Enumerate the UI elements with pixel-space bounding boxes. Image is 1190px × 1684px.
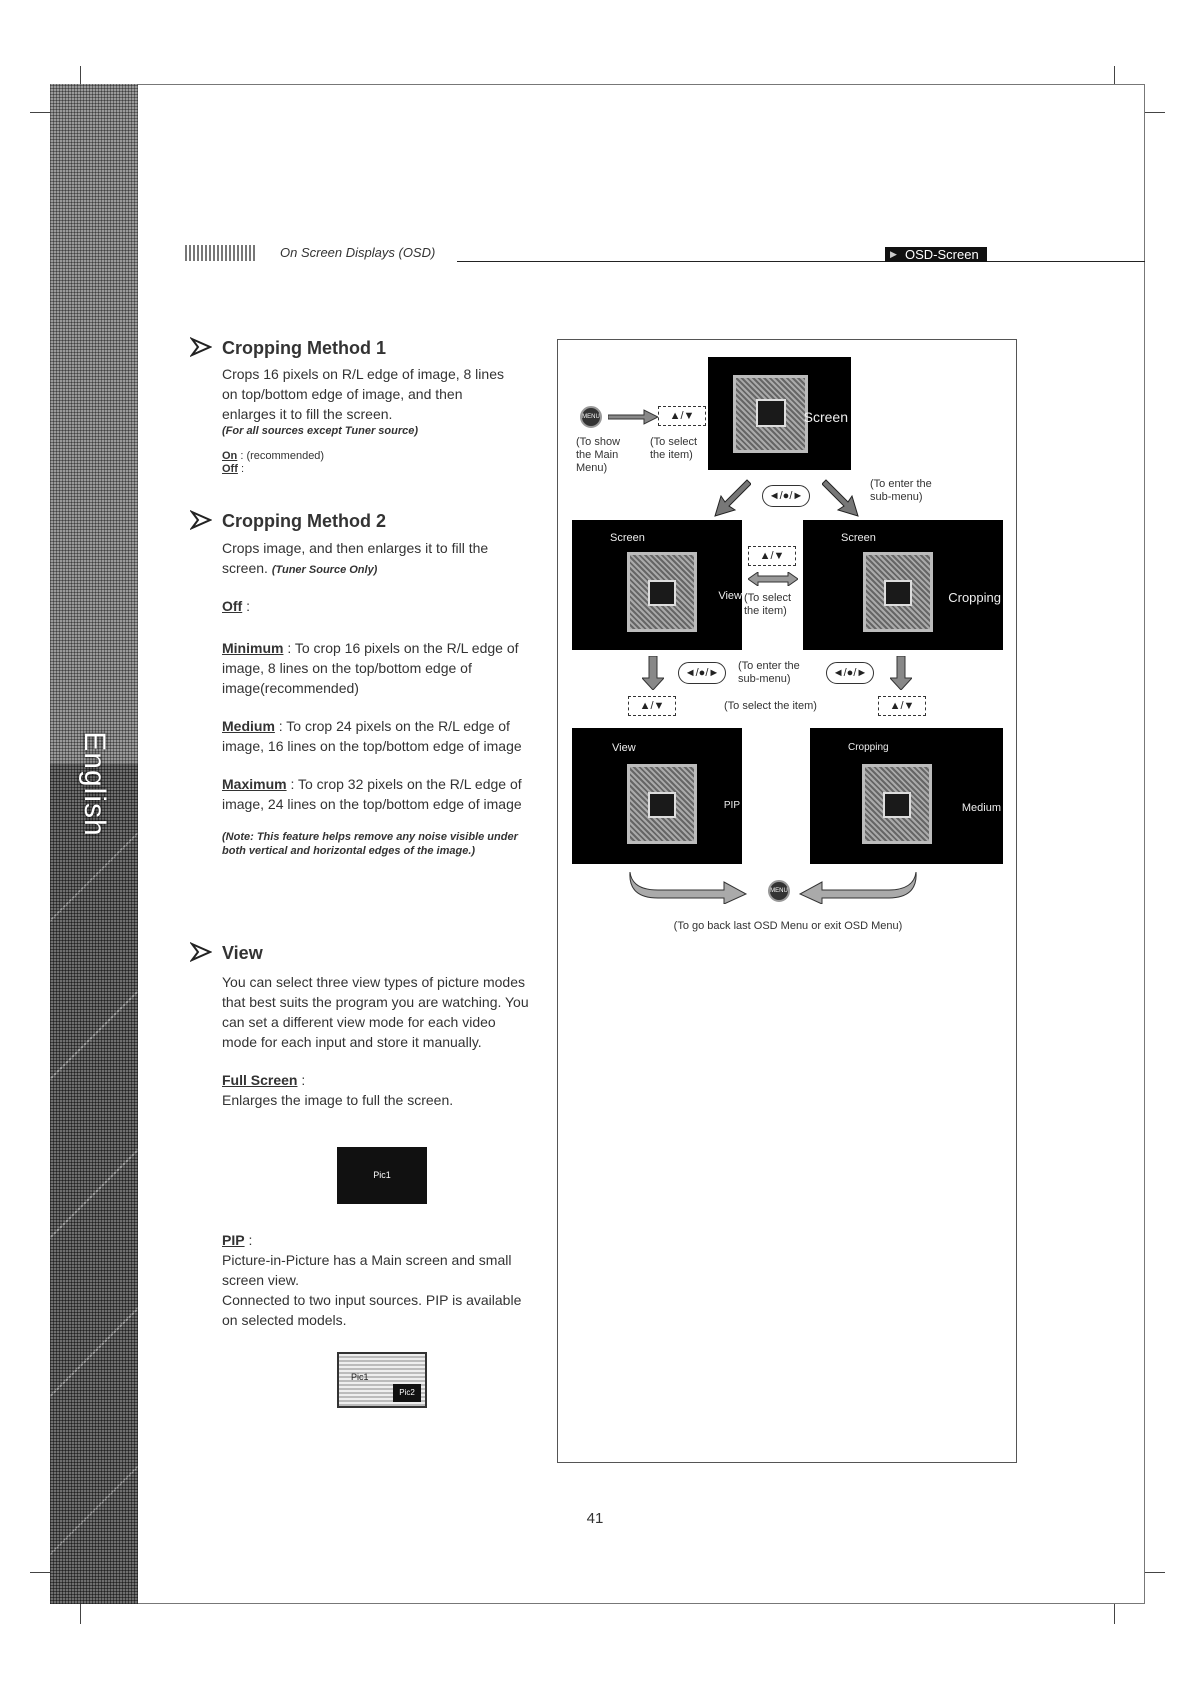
section-badge: ▶ OSD-Screen bbox=[885, 247, 987, 262]
osd-screen-title: Screen bbox=[841, 532, 876, 544]
option-medium-text: : To crop 24 pixels on the R/L edge of image, 16 lines on the top/bottom edge of image bbox=[222, 718, 522, 754]
osd-cube-face bbox=[648, 792, 676, 818]
option-off-text: : bbox=[242, 598, 250, 614]
pip-body bbox=[222, 1230, 532, 1330]
option-pip: PIP bbox=[222, 1232, 245, 1248]
caption-line: the item) bbox=[744, 605, 787, 617]
crop1-note: (For all sources except Tuner source) bbox=[222, 425, 419, 437]
page-header bbox=[185, 245, 1145, 269]
option-medium: Medium bbox=[222, 718, 275, 734]
option-on-text: : (recommended) bbox=[237, 450, 325, 462]
caption-line: Menu) bbox=[576, 462, 608, 474]
arrow-down-icon bbox=[642, 656, 664, 690]
osd-screen-title: View bbox=[612, 742, 636, 754]
osd-option-label: Cropping bbox=[948, 590, 1001, 605]
enter-key-icon bbox=[826, 662, 874, 684]
osd-option-label: PIP bbox=[723, 800, 740, 811]
osd-option-label: Medium bbox=[961, 802, 1001, 814]
pip-pic2-label: Pic2 bbox=[399, 1388, 415, 1397]
caption-enter-submenu bbox=[738, 660, 800, 686]
page-number: 41 bbox=[586, 1510, 604, 1527]
up-down-key-label: ▲/▼ bbox=[669, 410, 695, 422]
page-frame-bottom bbox=[50, 1603, 1145, 1604]
up-down-key-icon bbox=[658, 406, 706, 426]
crop-mark bbox=[1114, 1604, 1115, 1624]
caption-line: the Main bbox=[576, 449, 619, 461]
pip-description-2: Connected to two input sources. PIP is available on selected models. bbox=[222, 1292, 522, 1328]
up-down-key-icon bbox=[628, 696, 676, 716]
caption-select-item bbox=[650, 436, 697, 462]
osd-screen-cropping-medium bbox=[810, 728, 1003, 864]
section-title: View bbox=[222, 943, 263, 963]
caption-line: sub-menu) bbox=[870, 491, 923, 503]
caption-line: (To enter the bbox=[870, 478, 932, 490]
osd-cube-face bbox=[884, 580, 912, 606]
enter-key-label: ◄/●/► bbox=[684, 667, 720, 679]
full-screen-description: Enlarges the image to full the screen. bbox=[222, 1092, 454, 1108]
option-off: Off bbox=[222, 463, 238, 475]
osd-screen-title: Cropping bbox=[848, 742, 889, 753]
language-sidebar bbox=[50, 84, 138, 1604]
cropping-method-1-body bbox=[222, 364, 512, 476]
crop-mark bbox=[1114, 66, 1115, 84]
arrow-down-icon bbox=[890, 656, 912, 690]
view-description: You can select three view types of picture modes that best suits the program you are watching. You can set a different view mode for each video mode for each input and store it manually. bbox=[222, 974, 529, 1050]
caption-select-item bbox=[744, 592, 791, 618]
section-title: Cropping Method 2 bbox=[222, 511, 386, 531]
menu-button-icon bbox=[580, 406, 602, 428]
up-down-key-icon bbox=[748, 546, 796, 566]
bullet-arrow-icon bbox=[190, 510, 212, 530]
pic1-label: Pic1 bbox=[373, 1170, 391, 1180]
enter-key-icon bbox=[678, 662, 726, 684]
caption-enter-submenu bbox=[870, 478, 932, 504]
sidebar-pattern bbox=[50, 764, 138, 1604]
up-down-key-label: ▲/▼ bbox=[639, 700, 665, 712]
pip-inset bbox=[393, 1384, 421, 1402]
arrow-right-icon bbox=[608, 408, 658, 426]
menu-button-label: MENU bbox=[770, 888, 788, 894]
arrow-diagonal-down-right-icon bbox=[822, 478, 860, 518]
up-down-key-label: ▲/▼ bbox=[889, 700, 915, 712]
caption-line: (To select bbox=[650, 436, 698, 448]
option-pip-text: : bbox=[244, 1232, 253, 1248]
menu-button-label: MENU bbox=[582, 414, 600, 420]
menu-button-icon bbox=[768, 880, 790, 902]
osd-navigation-diagram bbox=[557, 339, 1017, 1463]
option-on: On bbox=[222, 450, 238, 462]
up-down-key-label: ▲/▼ bbox=[759, 550, 785, 562]
option-minimum-text: : To crop 16 pixels on the R/L edge of image, 8 lines on the top/bottom edge of image(recommended) bbox=[222, 640, 519, 696]
crop2-description: Crops image, and then enlarges it to fill the screen. bbox=[222, 540, 489, 576]
bullet-arrow-icon bbox=[190, 337, 212, 357]
caption-line: (To select bbox=[744, 592, 792, 604]
caption-select-the-item: (To select the item) bbox=[724, 700, 817, 712]
cropping-method-2-heading bbox=[190, 508, 530, 534]
osd-cube-face bbox=[648, 580, 676, 606]
caption-line: sub-menu) bbox=[738, 673, 791, 685]
curved-arrow-right-icon bbox=[628, 870, 748, 904]
crop-mark bbox=[1145, 112, 1165, 113]
option-maximum: Maximum bbox=[222, 776, 287, 792]
option-off-text: : bbox=[237, 463, 245, 475]
caption-show-main-menu bbox=[576, 436, 620, 475]
option-maximum-text: : To crop 32 pixels on the R/L edge of image, 24 lines on the top/bottom edge of image bbox=[222, 776, 522, 812]
crop-mark bbox=[1145, 1572, 1165, 1573]
cropping-method-1-heading bbox=[190, 335, 530, 361]
osd-option-label: View bbox=[718, 590, 742, 602]
osd-menu-label: Screen bbox=[803, 409, 848, 425]
view-heading bbox=[190, 940, 530, 966]
osd-cube-face bbox=[756, 399, 786, 427]
sidebar-language-label: English bbox=[78, 731, 111, 837]
osd-screen-title: Screen bbox=[610, 532, 645, 544]
crop-mark bbox=[80, 1604, 81, 1624]
pip-pic1-label: Pic1 bbox=[351, 1372, 369, 1382]
crop-mark bbox=[30, 1572, 50, 1573]
section-title: Cropping Method 1 bbox=[222, 338, 386, 358]
osd-screen-submenu-view bbox=[572, 520, 742, 650]
osd-screen-submenu-cropping bbox=[803, 520, 1003, 650]
enter-key-label: ◄/●/► bbox=[832, 667, 868, 679]
option-full-screen-text: : bbox=[297, 1072, 306, 1088]
cropping-method-2-body bbox=[222, 538, 522, 858]
pip-description-1: Picture-in-Picture has a Main screen and small screen view. bbox=[222, 1252, 512, 1288]
option-minimum: Minimum bbox=[222, 640, 284, 656]
crop1-description: Crops 16 pixels on R/L edge of image, 8 lines on top/bottom edge of image, and then enlarges it to fill the screen. bbox=[222, 366, 504, 422]
osd-cube-face bbox=[883, 792, 911, 818]
bullet-arrow-icon bbox=[190, 942, 212, 962]
arrow-left-right-icon bbox=[748, 572, 798, 586]
option-full-screen: Full Screen bbox=[222, 1072, 298, 1088]
caption-line: (To show bbox=[576, 436, 621, 448]
page-frame-right bbox=[1144, 84, 1145, 1604]
curved-arrow-left-icon bbox=[798, 870, 918, 904]
full-screen-illustration bbox=[337, 1147, 427, 1204]
crop-mark bbox=[30, 112, 50, 113]
caption-go-back: (To go back last OSD Menu or exit OSD Menu) bbox=[673, 920, 903, 932]
crop2-footnote: (Note: This feature helps remove any noise visible under both vertical and horizontal edges of the image.) bbox=[222, 831, 518, 857]
crop2-note: (Tuner Source Only) bbox=[271, 564, 378, 576]
osd-main-screen bbox=[708, 357, 851, 470]
osd-screen-view-pip bbox=[572, 728, 742, 864]
arrow-diagonal-down-left-icon bbox=[713, 478, 751, 518]
enter-key-label: ◄/●/► bbox=[768, 490, 804, 502]
caption-line: the item) bbox=[650, 449, 693, 461]
option-off: Off bbox=[222, 598, 243, 614]
enter-key-icon bbox=[762, 485, 810, 507]
page-frame-top bbox=[50, 84, 1145, 85]
up-down-key-icon bbox=[878, 696, 926, 716]
header-rule bbox=[457, 261, 1145, 262]
caption-line: (To enter the bbox=[738, 660, 800, 672]
view-body bbox=[222, 972, 532, 1110]
crop-mark bbox=[80, 66, 81, 84]
header-title: On Screen Displays (OSD) bbox=[280, 245, 436, 260]
pip-illustration bbox=[337, 1352, 427, 1408]
header-logo bbox=[185, 245, 255, 261]
